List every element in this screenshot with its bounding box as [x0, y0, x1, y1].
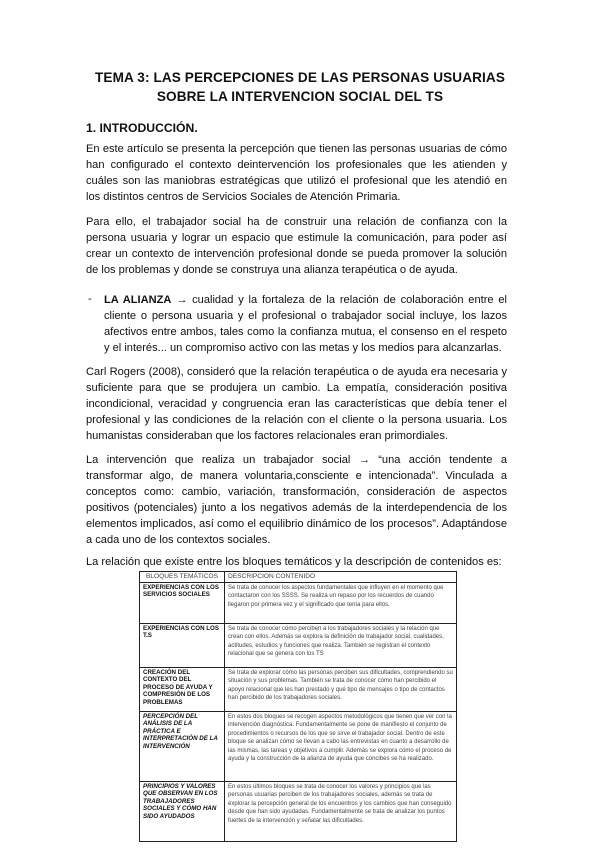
topics-table [139, 571, 457, 842]
section-heading: 1. INTRODUCCIÓN. [86, 121, 198, 135]
title-line-1: TEMA 3: LAS PERCEPCIONES DE LAS PERSONAS USUARIAS [95, 70, 505, 85]
block-cell: PERCEPCIÓN DEL ANÁLISIS DE LA PRÁCTICA E INTERPRETACIÓN DE LA INTERVENCIÓN [140, 711, 225, 781]
bullet-dash: - [88, 293, 92, 305]
alliance-definition: → cualidad y la fortaleza de la relación de colaboración entre el cliente o persona usuaria y el profesional o trabajador social incluye, los lazos afectivos entre ambos, tales como la confianza mutua, el consenso en el respeto y el interés... un compromiso activo con las metas y los medios para alcanzarlas. [104, 294, 507, 354]
table-row [140, 582, 457, 623]
table-header-row [140, 572, 457, 583]
header-description: DESCRIPCION CONTENIDO [225, 572, 457, 583]
table-row [140, 623, 457, 667]
intervention-paragraph: La intervención que realiza un trabajador social → “una acción tendente a transformar algo, de manera voluntaria,consciente e intencionada”. Vinculada a conceptos como: cambio, variación, transformación, consideración de aspectos positivos (potenciales) junto a los negativos además de la interdependencia de los elementos implicados, así como el equilibrio dinámico de los procesos”. Adaptándose a cada uno de los contextos sociales. [86, 454, 507, 546]
trust-paragraph: Para ello, el trabajador social ha de construir una relación de confianza con la persona usuaria y lograr un espacio que estimule la comunicación, para poder así crear un contexto de intervención profesional donde se pueda promover la solución de los problemas y donde se construya una alianza terapéutica o de ayuda. [86, 216, 507, 276]
alliance-term: LA ALIANZA [104, 294, 172, 306]
document-title [60, 68, 540, 106]
table-row [140, 781, 457, 841]
description-cell: Se trata de explorar cómo las personas perciben sus dificultades, comprendiendo su situación y sus problemas. También se trata de conocer cómo han percibido el apoyo relacional que les han prestado y qué tipo de mensajes o tipo de contactos han percibido de los trabajadores sociales. [225, 667, 457, 711]
table-intro: La relación que existe entre los bloques temáticos y la descripción de contenidos es: [86, 556, 502, 568]
rogers-paragraph: Carl Rogers (2008), consideró que la relación terapéutica o de ayuda era necesaria y suficiente para que se produjera un cambio. La empatía, consideración positiva incondicional, veracidad y congruencia eran las características que debía tener el profesional y las condiciones de la relación con el cliente o la persona usuaria. Los humanistas consideraban que los factores relacionales eran primordiales. [86, 366, 507, 442]
description-cell: Se trata de conocer los aspectos fundamentales que influyen en el momento que contactaron con los SSSS. Se realiza un repaso por los recuerdos de cuando llegaron por primera vez y el significado que tenía para ellos. [225, 582, 457, 623]
intro-paragraph: En este artículo se presenta la percepción que tienen las personas usuarias de cómo han configurado el contexto deintervención los profesionales que les atienden y cuáles son las maniobras estratégicas que utilizó el profesional que les atendió en los distintos centros de Servicios Sociales de Atención Primaria. [86, 143, 507, 203]
table-row [140, 711, 457, 781]
title-line-2: SOBRE LA INTERVENCION SOCIAL DEL TS [156, 89, 444, 104]
table-row [140, 667, 457, 711]
header-blocks: BLOQUES TEMÁTICOS [140, 572, 225, 583]
alliance-bullet [104, 293, 507, 357]
description-cell: En estos últimos bloques se trata de conocer los valores y principios que las personas usuarias perciben de los trabajadores sociales, además se trata de explorar la percepción general de los encuentros y los cambios que han conseguido desde que han sido ayudadas. Fundamentalmente se trata de analizar los puntos fuertes de la intervención y señalar las dificultades. [225, 781, 457, 841]
block-cell: CREACIÓN DEL CONTEXTO DEL PROCESO DE AYUDA Y COMPRESIÓN DE LOS PROBLEMAS [140, 667, 225, 711]
description-cell: Se trata de conocer cómo perciben a los trabajadores sociales y la relación que crean con ellos. Además se explora la definición de trabajador social, cualidades, actitudes, estudios y funciones que realiza. También se registran el contexto relacional que se genera con los TS [225, 623, 457, 667]
block-cell: EXPERIENCIAS CON LOS T.S [140, 623, 225, 667]
block-cell: EXPERIENCIAS CON LOS SERVICIOS SOCIALES [140, 582, 225, 623]
description-cell: En estos dos bloques se recogen aspectos metodológicos que tienen que ver con la intervención diagnóstica. Fundamentalmente se pone de manifiesto el conjunto de procedimientos o recursos de los que se sirve el trabajador social. Dentro de este bloque se analizan cómo se llevan a cabo las entrevistas en cuanto a desarrollo de las mismas, las tareas y objetivos a cumplir. Además se explora cómo el proceso de ayuda y la construcción de la alianza de ayuda que concibes se ha realizado. [225, 711, 457, 781]
block-cell: PRINCIPIOS Y VALORES QUE OBSERVAN EN LOS TRABAJADORES SOCIALES Y CÓMO HAN SIDO AYUDADOS [140, 781, 225, 841]
